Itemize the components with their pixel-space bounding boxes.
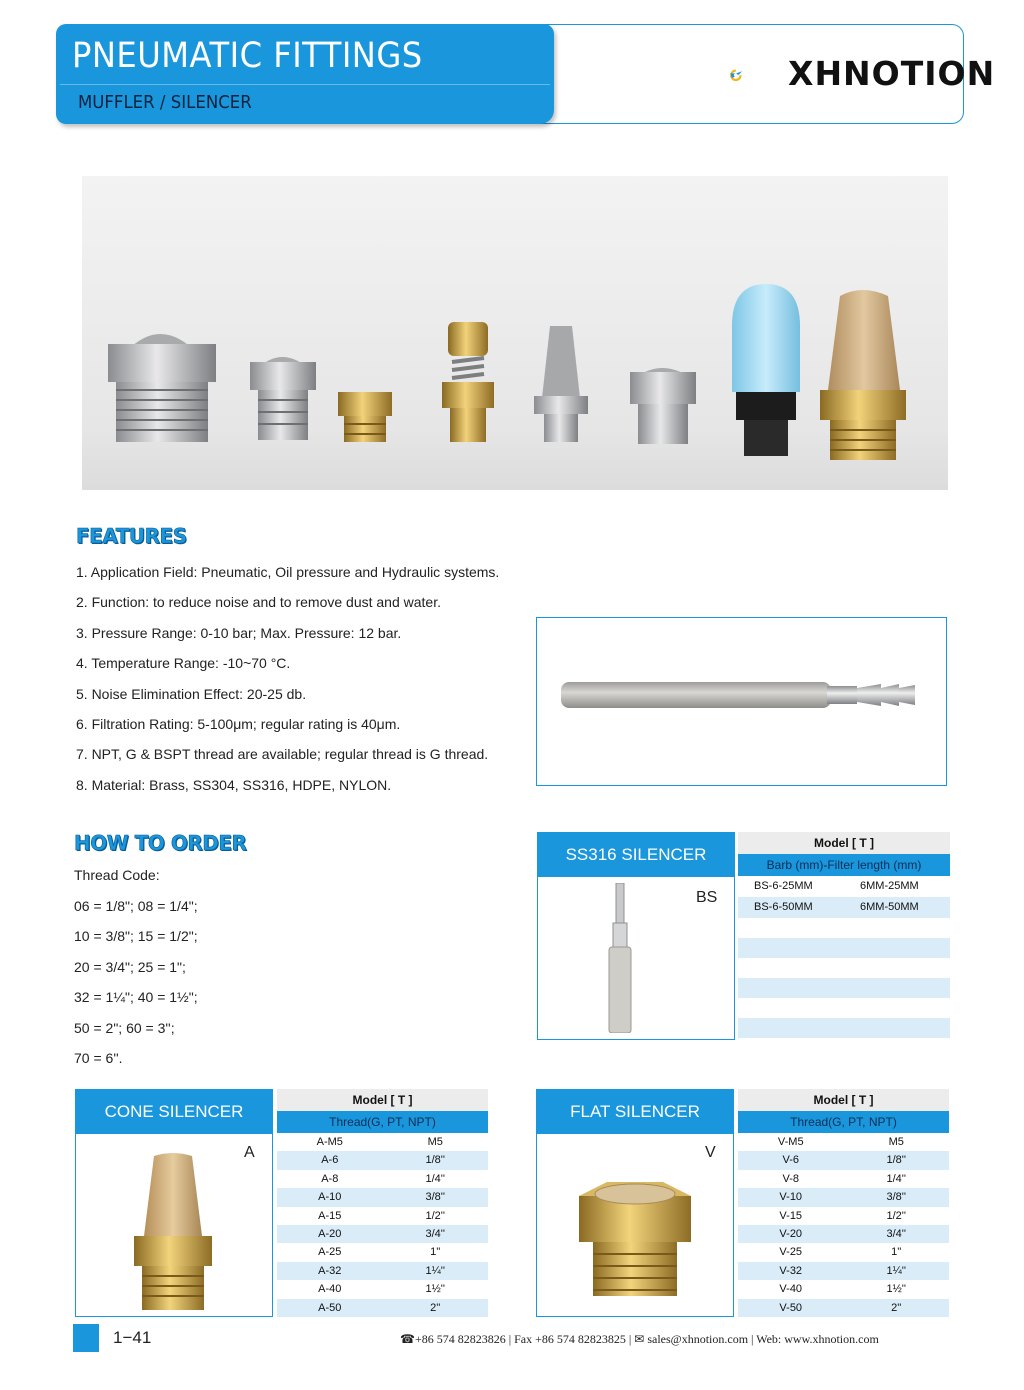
table-row: A-15 1/2'' (318, 1209, 445, 1222)
table-row-empty (738, 938, 950, 958)
table-row-empty (738, 978, 950, 998)
page-subtitle: MUFFLER / SILENCER (78, 92, 252, 113)
thread-code-line: 50 = 2"; 60 = 3''; (74, 1019, 175, 1036)
thread-code-line: 70 = 6''. (74, 1050, 123, 1066)
product-lineup-image (82, 176, 948, 490)
thread-code-list (74, 860, 198, 1074)
table-header: Model [ T ] (738, 832, 950, 854)
plastic-silencer-blue (732, 284, 800, 456)
table-row: BS-6-25MM 6MM-25MM (754, 880, 919, 892)
table-row: A-M5 M5 (316, 1136, 443, 1148)
brand-logo-icon (728, 50, 788, 100)
feature-item: 8. Material: Brass, SS304, SS316, HDPE, NYLON. (76, 776, 392, 793)
features-list (76, 557, 546, 800)
table-row: A-20 3/4'' (277, 1225, 488, 1243)
ss316-rod-image (536, 617, 947, 786)
features-heading: FEATURES (76, 524, 187, 548)
brass-flat-silencer (338, 392, 392, 442)
table-row: A-40 1½'' (318, 1283, 445, 1296)
bronze-cone-silencer (820, 290, 906, 460)
table-row: A-10 3/8'' (277, 1188, 488, 1206)
ss316-code: BS (696, 889, 718, 906)
flat-model-table (738, 1089, 949, 1317)
table-row: V-M5 M5 (777, 1136, 904, 1148)
brand-wordmark: XHNOTION (788, 54, 996, 93)
cone-code: A (244, 1144, 255, 1161)
table-subheader: Thread(G, PT, NPT) (277, 1111, 488, 1133)
flat-code: V (705, 1144, 716, 1161)
feature-item: 3. Pressure Range: 0-10 bar; Max. Pressure: 12 bar. (76, 624, 402, 641)
table-row: A-8 1/4'' (321, 1172, 445, 1185)
table-row: A-25 1'' (318, 1246, 441, 1259)
ss316-silencer-label: SS316 SILENCER (538, 833, 734, 877)
table-row: A-6 1/8'' (277, 1151, 488, 1169)
table-subheader: Thread(G, PT, NPT) (738, 1111, 949, 1133)
cone-silencer-label: CONE SILENCER (76, 1090, 272, 1134)
feature-item: 1. Application Field: Pneumatic, Oil pressure and Hydraulic systems. (76, 564, 500, 580)
footer-contact: ☎+86 574 82823826 | Fax +86 574 82823825 | ✉ sales@xhnotion.com | Web: www.xhnotion.com (400, 1332, 879, 1346)
table-row-empty (738, 958, 950, 978)
thread-code-line: 06 = 1/8"; 08 = 1/4"; (74, 897, 198, 914)
feature-item: 5. Noise Elimination Effect: 20-25 db. (76, 685, 307, 702)
table-row: V-20 3/4'' (738, 1225, 949, 1243)
brass-throttle-silencer (442, 322, 494, 442)
cone-silencer-illustration (128, 1152, 218, 1314)
thread-code-line: Thread Code: (74, 867, 160, 883)
table-header: Model [ T ] (738, 1089, 949, 1111)
steel-flat-silencer-small (250, 357, 316, 440)
table-row-empty (738, 998, 950, 1018)
page-marker (73, 1324, 99, 1352)
ss316-silencer-illustration (600, 883, 640, 1033)
table-row: BS-6-50MM 6MM-50MM (738, 897, 950, 918)
cone-silencer-card (75, 1089, 273, 1317)
feature-item: 2. Function: to reduce noise and to remove dust and water. (76, 594, 441, 611)
table-header: Model [ T ] (277, 1089, 488, 1111)
table-row-empty (738, 1018, 950, 1038)
table-row: A-32 1¼'' (277, 1262, 488, 1280)
thread-code-line: 20 = 3/4"; 25 = 1"; (74, 958, 186, 975)
header-divider (60, 84, 550, 85)
ss316-silencer-card (537, 832, 735, 1040)
table-row: V-8 1/4'' (782, 1172, 906, 1185)
steel-flat-silencer-medium (630, 368, 696, 444)
table-row: A-50 2'' (277, 1299, 488, 1317)
steel-cone-silencer (534, 326, 588, 442)
ss316-model-table (738, 832, 950, 1038)
table-row: V-40 1½'' (779, 1283, 906, 1296)
table-row: V-50 2'' (738, 1299, 949, 1317)
feature-item: 4. Temperature Range: -10~70 °C. (76, 655, 291, 672)
table-row: V-15 1/2'' (779, 1209, 906, 1222)
page-number: 1−41 (113, 1328, 152, 1347)
thread-code-line: 32 = 1¼"; 40 = 1½"; (74, 989, 198, 1005)
feature-item: 6. Filtration Rating: 5-100μm; regular rating is 40μm. (76, 716, 401, 733)
table-row: V-10 3/8'' (738, 1188, 949, 1206)
table-row: V-32 1¼'' (738, 1262, 949, 1280)
table-row: V-25 1'' (779, 1246, 902, 1259)
cone-model-table (277, 1089, 488, 1317)
thread-code-line: 10 = 3/8"; 15 = 1/2"; (74, 928, 198, 944)
muffler-lineup-illustration (82, 176, 948, 490)
page-title: PNEUMATIC FITTINGS (72, 36, 423, 76)
table-row-empty (738, 918, 950, 938)
flat-silencer-card (536, 1089, 734, 1317)
table-subheader: Barb (mm)-Filter length (mm) (738, 854, 950, 876)
table-row: V-6 1/8'' (738, 1151, 949, 1169)
sintered-rod-illustration (537, 618, 945, 784)
flat-silencer-illustration (567, 1178, 703, 1314)
flat-silencer-label: FLAT SILENCER (537, 1090, 733, 1134)
feature-item: 7. NPT, G & BSPT thread are available; regular thread is G thread. (76, 746, 489, 763)
how-to-order-heading: HOW TO ORDER (74, 831, 247, 855)
steel-flat-silencer-large (108, 334, 216, 442)
